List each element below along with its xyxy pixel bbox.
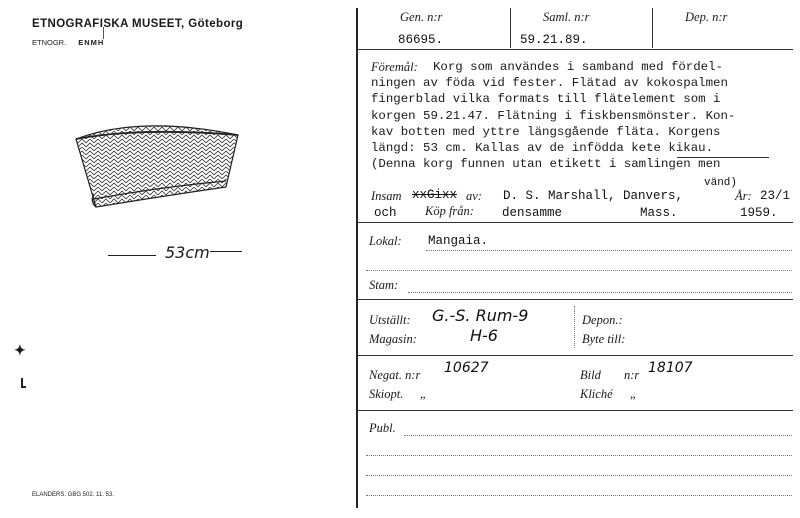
bild-nr-label: n:r: [624, 368, 640, 382]
negat-value: 10627: [444, 360, 489, 376]
etnogr-line: [32, 38, 104, 47]
gen-value: 86695.: [398, 33, 444, 47]
publ-dotline-1: [404, 435, 792, 436]
utstallt-value: G.-S. Rum-9: [432, 306, 529, 325]
description-line: korgen 59.21.47. Flätning i fiskbensmönster. Kon-: [371, 108, 736, 123]
magasin-rule: [357, 355, 793, 356]
utstallt-label: Utställt:: [369, 313, 411, 327]
insam-rule: [357, 222, 793, 223]
dimension-label: 53cm: [165, 243, 210, 262]
och-text: och: [374, 206, 397, 220]
gen-label: Gen. n:r: [400, 10, 443, 24]
insam-label: Insam: [371, 189, 402, 203]
saml-label: Saml. n:r: [543, 10, 590, 24]
vand-text: vänd): [704, 177, 738, 189]
museum-name: [32, 18, 243, 30]
pencil-mark: [103, 27, 108, 39]
basket-sketch: [70, 115, 270, 225]
lokal-dotline: [426, 250, 792, 251]
printer-line: ELANDERS. GBG 502. 11. 53.: [32, 492, 114, 498]
description-line: Korg som användes i samband med fördel-: [433, 60, 723, 74]
magasin-label: Magasin:: [369, 332, 417, 346]
depon-label: Depon.:: [582, 313, 623, 327]
av-label: av:: [466, 189, 482, 203]
bild-value: 18107: [648, 360, 693, 376]
skiopt-label: Skiopt.: [369, 387, 404, 401]
saml-value: 59.21.89.: [520, 33, 588, 47]
museum-city: Göteborg: [188, 18, 244, 30]
byte-label: Byte till:: [582, 332, 626, 346]
negat-rule: [357, 410, 793, 411]
description: [371, 59, 793, 172]
kliche-value: „: [630, 387, 637, 401]
year-value: 1959.: [740, 206, 778, 220]
stam-rule: [357, 299, 793, 300]
kop-label: Köp från:: [425, 204, 474, 218]
dimension-line-left: [108, 255, 156, 256]
mass-text: Mass.: [640, 206, 678, 220]
lokal-label: Lokal:: [369, 234, 402, 248]
publ-dotline-3: [366, 475, 792, 476]
bild-label: Bild: [580, 368, 601, 382]
header-rule: [357, 49, 793, 50]
negat-label: Negat. n:r: [369, 368, 421, 382]
publ-label: Publ.: [369, 421, 396, 435]
ar-label: År:: [735, 189, 752, 203]
header-sep-2: [652, 8, 653, 48]
description-line: (Denna korg funnen utan etikett i samlingen men: [371, 157, 721, 172]
description-line: fingerblad vilka formats till flätelement som i: [371, 92, 721, 107]
lokal-value: Mangaia.: [428, 234, 489, 248]
stam-label: Stam:: [369, 278, 399, 292]
insam-value: D. S. Marshall, Danvers,: [503, 189, 684, 203]
margin-mark-1: ✦: [14, 344, 26, 359]
stam-dotline: [408, 292, 792, 293]
utstallt-sep: [574, 306, 575, 348]
insam-struck: xxGixx: [412, 188, 458, 202]
description-line: ningen av föda vid fester. Flätad av kokospalmen: [371, 76, 728, 91]
foremal-label: Föremål:: [371, 60, 418, 74]
publ-dotline-4: [366, 495, 792, 496]
publ-dotline-2: [366, 455, 792, 456]
kliche-label: Kliché: [580, 387, 613, 401]
dep-label: Dep. n:r: [685, 10, 728, 24]
etnogr-block: ENMH: [78, 38, 105, 47]
etnogr-label: ETNOGR.: [32, 38, 67, 47]
magasin-value: H-6: [470, 326, 498, 345]
kete-kikau-underline: [677, 157, 769, 158]
ar-value: 23/1: [760, 189, 791, 203]
description-line: kav botten med yttre längsgående fläta. Korgens: [371, 124, 721, 139]
skiopt-value: „: [420, 387, 427, 401]
card-divider: [356, 8, 358, 508]
lokal-dotline-2: [366, 270, 792, 271]
museum-title: ETNOGRAFISKA MUSEET,: [32, 18, 185, 30]
kop-value: densamme: [502, 206, 563, 220]
description-line: längd: 53 cm. Kallas av de infödda kete kikau.: [371, 141, 714, 156]
margin-mark-2b: [21, 386, 26, 388]
header-sep-1: [510, 8, 511, 48]
dimension-line-right: [210, 251, 242, 252]
